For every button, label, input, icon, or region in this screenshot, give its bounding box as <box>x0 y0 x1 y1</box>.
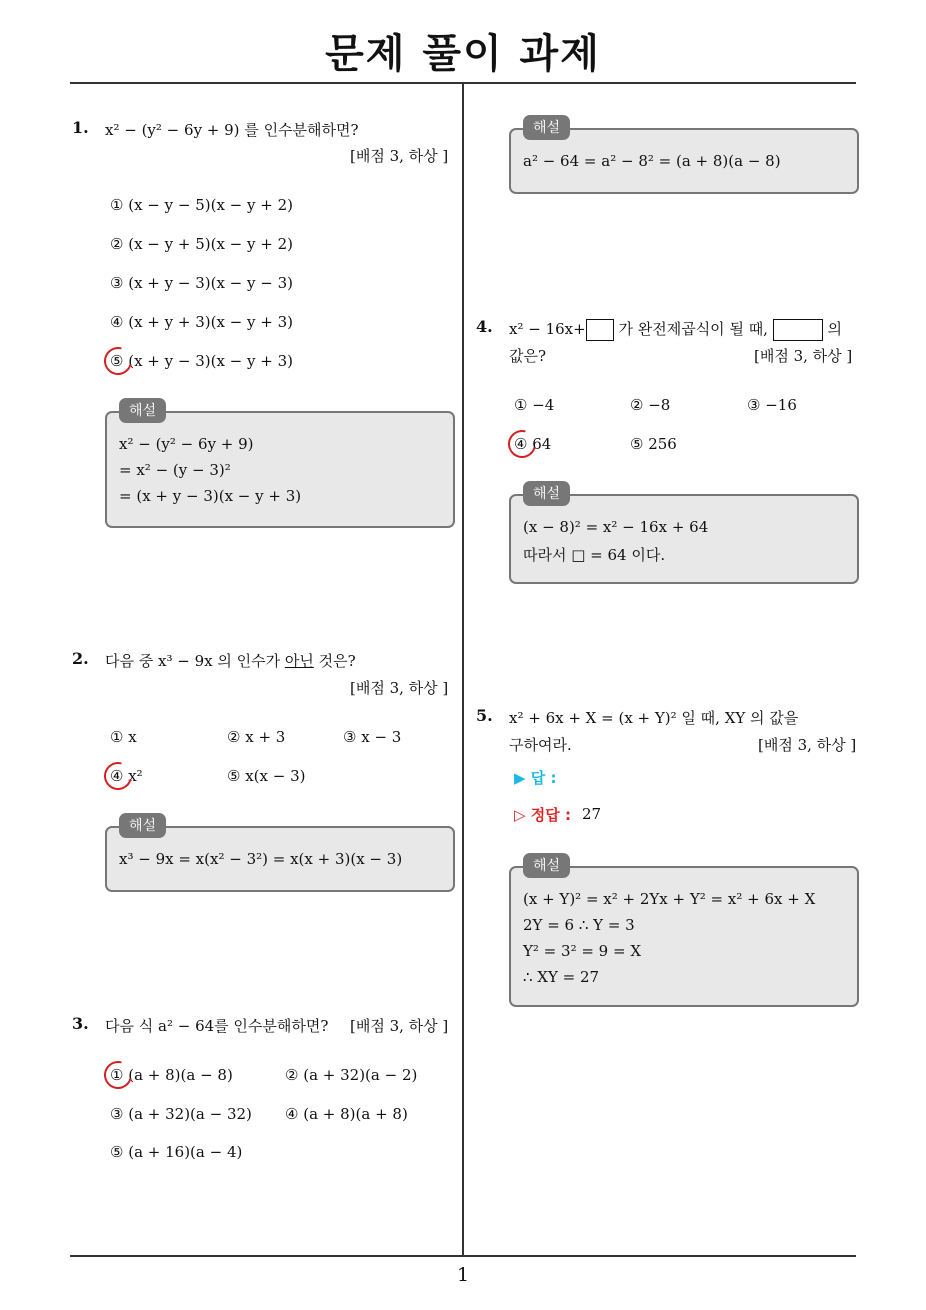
blank-box <box>773 319 823 341</box>
solution-line: 따라서 □ = 64 이다. <box>523 546 666 564</box>
answer-label: ▶ 답 : <box>514 769 557 787</box>
solution-line: (x − 8)² = x² − 16x + 64 <box>523 518 709 536</box>
option-3[interactable]: ③ (a + 32)(a − 32) <box>110 1105 252 1123</box>
question-meta: [배점 3, 하상 ] <box>350 147 449 165</box>
option-4[interactable]: ④ x² <box>110 767 143 785</box>
bottom-rule <box>70 1255 856 1257</box>
page-number: 1 <box>456 1264 470 1286</box>
solution-tag: 해설 <box>523 115 570 140</box>
question-meta: [배점 3, 하상 ] <box>350 679 449 697</box>
question-text-line2: 값은? <box>509 347 547 365</box>
option-3[interactable]: ③ −16 <box>747 396 797 414</box>
question-meta: [배점 3, 하상 ] <box>754 347 853 365</box>
question-text: 다음 식 a² − 64를 인수분해하면? <box>105 1017 329 1035</box>
solution-box <box>105 403 455 528</box>
solution-line: x² − (y² − 6y + 9) <box>119 435 254 453</box>
question-text-part: 것은? <box>313 652 356 670</box>
selected-answer-mark <box>99 1056 137 1094</box>
correct-answer-label: ▷ 정답 : <box>514 806 571 824</box>
question-text: x² − (y² − 6y + 9) 를 인수분해하면? <box>105 121 359 139</box>
page-title: 문제 풀이 과제 <box>325 31 601 77</box>
solution-line: (x + Y)² = x² + 2Yx + Y² = x² + 6x + X <box>523 890 816 908</box>
blank-box <box>586 319 614 341</box>
question-text-part: 가 완전제곱식이 될 때, <box>613 320 773 338</box>
option-5[interactable]: ⑤ (x + y − 3)(x − y + 3) <box>110 352 293 370</box>
question-text-emphasis: 아닌 <box>284 652 314 670</box>
question-text-part: 의 <box>822 320 842 338</box>
option-2[interactable]: ② (a + 32)(a − 2) <box>285 1066 418 1084</box>
option-1[interactable]: ① (a + 8)(a − 8) <box>110 1066 233 1084</box>
question-meta: [배점 3, 하상 ] <box>758 736 857 754</box>
solution-box <box>105 818 455 892</box>
option-5[interactable]: ⑤ 256 <box>630 435 677 453</box>
selected-answer-mark <box>99 342 137 380</box>
column-divider <box>462 82 464 1257</box>
question-number: 1. <box>72 118 89 137</box>
option-5[interactable]: ⑤ x(x − 3) <box>227 767 306 785</box>
option-2[interactable]: ② (x − y + 5)(x − y + 2) <box>110 235 293 253</box>
solution-line: = x² − (y − 3)² <box>119 461 231 479</box>
option-4[interactable]: ④ 64 <box>514 435 552 453</box>
question-number: 5. <box>476 706 493 725</box>
option-5[interactable]: ⑤ (a + 16)(a − 4) <box>110 1143 243 1161</box>
solution-box <box>509 120 859 194</box>
question-number: 2. <box>72 649 89 668</box>
question-text <box>509 318 842 341</box>
solution-line: 2Y = 6 ∴ Y = 3 <box>523 916 635 934</box>
question-text-part: 다음 중 x³ − 9x 의 인수가 <box>105 652 285 670</box>
correct-answer-value: 27 <box>582 805 602 823</box>
solution-tag: 해설 <box>119 813 166 838</box>
option-2[interactable]: ② −8 <box>630 396 671 414</box>
solution-line: = (x + y − 3)(x − y + 3) <box>119 487 302 505</box>
solution-tag: 해설 <box>523 853 570 878</box>
question-text <box>105 650 356 671</box>
question-number: 3. <box>72 1014 89 1033</box>
option-2[interactable]: ② x + 3 <box>227 728 286 746</box>
question-number: 4. <box>476 317 493 336</box>
solution-tag: 해설 <box>523 481 570 506</box>
question-text-part: x² − 16x+ <box>509 320 586 338</box>
option-3[interactable]: ③ x − 3 <box>343 728 402 746</box>
selected-answer-mark <box>503 425 541 463</box>
solution-line: x³ − 9x = x(x² − 3²) = x(x + 3)(x − 3) <box>119 850 403 868</box>
solution-line: Y² = 3² = 9 = X <box>523 942 642 960</box>
option-4[interactable]: ④ (x + y + 3)(x − y + 3) <box>110 313 293 331</box>
option-1[interactable]: ① (x − y − 5)(x − y + 2) <box>110 196 293 214</box>
question-text: x² + 6x + X = (x + Y)² 일 때, XY 의 값을 <box>509 709 799 727</box>
option-4[interactable]: ④ (a + 8)(a + 8) <box>285 1105 408 1123</box>
question-meta: [배점 3, 하상 ] <box>350 1017 449 1035</box>
selected-answer-mark <box>99 757 137 795</box>
solution-box <box>509 486 859 584</box>
question-text-line2: 구하여라. <box>509 736 572 754</box>
option-1[interactable]: ① x <box>110 728 137 746</box>
solution-tag: 해설 <box>119 398 166 423</box>
solution-box <box>509 858 859 1007</box>
option-3[interactable]: ③ (x + y − 3)(x − y − 3) <box>110 274 293 292</box>
option-1[interactable]: ① −4 <box>514 396 555 414</box>
solution-line: a² − 64 = a² − 8² = (a + 8)(a − 8) <box>523 152 781 170</box>
solution-line: ∴ XY = 27 <box>523 968 600 986</box>
